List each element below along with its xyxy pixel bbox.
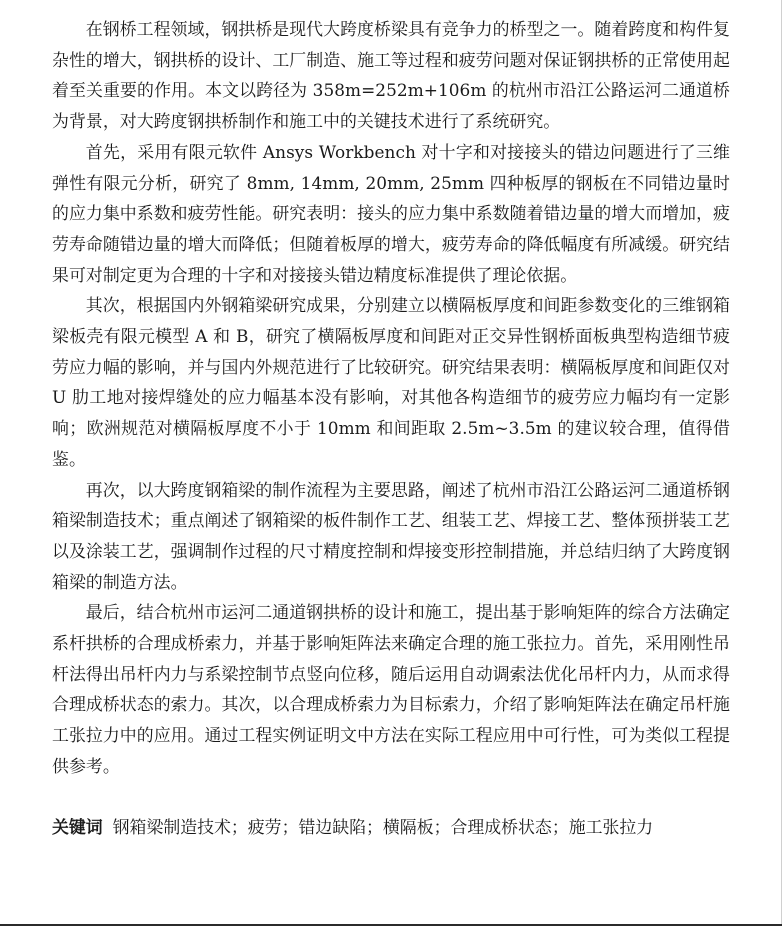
keywords-list: 钢箱梁制造技术；疲劳；错边缺陷；横隔板；合理成桥状态；施工张拉力	[112, 817, 654, 837]
keywords-label: 关键词	[52, 817, 103, 837]
abstract-paragraph-4: 再次，以大跨度钢箱梁的制作流程为主要思路，阐述了杭州市沿江公路运河二通道桥钢箱梁制造技术；重点阐述了钢箱梁的板件制作工艺、组装工艺、焊接工艺、整体预拼装工艺以及涂装工艺，强调制作过程的尺寸精度控制和焊接变形控制措施，并总结归纳了大跨度钢箱梁的制造方法。	[52, 479, 730, 592]
abstract-paragraph-1: 在钢桥工程领域，钢拱桥是现代大跨度桥梁具有竞争力的桥型之一。随着跨度和构件复杂性的增大，钢拱桥的设计、工厂制造、施工等过程和疲劳问题对保证钢拱桥的正常使用起着至关重要的作用。本文以跨径为 358m=252m+106m 的杭州市沿江公路运河二通道桥为背景，对大跨度钢拱桥制作和施工中的关键技术进行了系统研究。	[52, 19, 730, 132]
abstract-paragraph-3: 其次，根据国内外钢箱梁研究成果，分别建立以横隔板厚度和间距参数变化的三维钢箱梁板壳有限元模型 A 和 B，研究了横隔板厚度和间距对正交异性钢桥面板典型构造细节疲劳应力幅的影响，并与国内外规范进行了比较研究。研究结果表明：横隔板厚度和间距仅对 U 肋工地对接焊缝处的应力幅基本没有影响，对其他各构造细节的疲劳应力幅均有一定影响；欧洲规范对横隔板厚度不小于 10mm 和间距取 2.5m~3.5m 的建议较合理，值得借鉴。	[52, 295, 730, 469]
keywords-line	[52, 812, 742, 842]
abstract-paragraph-5: 最后，结合杭州市运河二通道钢拱桥的设计和施工，提出基于影响矩阵的综合方法确定系杆拱桥的合理成桥索力，并基于影响矩阵法来确定合理的施工张拉力。首先，采用刚性吊杆法得出吊杆内力与系梁控制节点竖向位移，随后运用自动调索法优化吊杆内力，从而求得合理成桥状态的索力。其次，以合理成桥索力为目标索力，介绍了影响矩阵法在确定吊杆施工张拉力中的应用。通过工程实例证明文中方法在实际工程应用中可行性，可为类似工程提供参考。	[52, 602, 730, 776]
abstract-body	[52, 14, 730, 782]
abstract-paragraph-2: 首先，采用有限元软件 Ansys Workbench 对十字和对接接头的错边问题进行了三维弹性有限元分析，研究了 8mm, 14mm, 20mm, 25mm 四种板厚的钢板在不同错边量时的应力集中系数和疲劳性能。研究表明：接头的应力集中系数随着错边量的增大而增加，疲劳寿命随错边量的增大而降低；但随着板厚的增大，疲劳寿命的降低幅度有所减缓。研究结果可对制定更为合理的十字和对接接头错边精度标准提供了理论依据。	[52, 141, 730, 285]
